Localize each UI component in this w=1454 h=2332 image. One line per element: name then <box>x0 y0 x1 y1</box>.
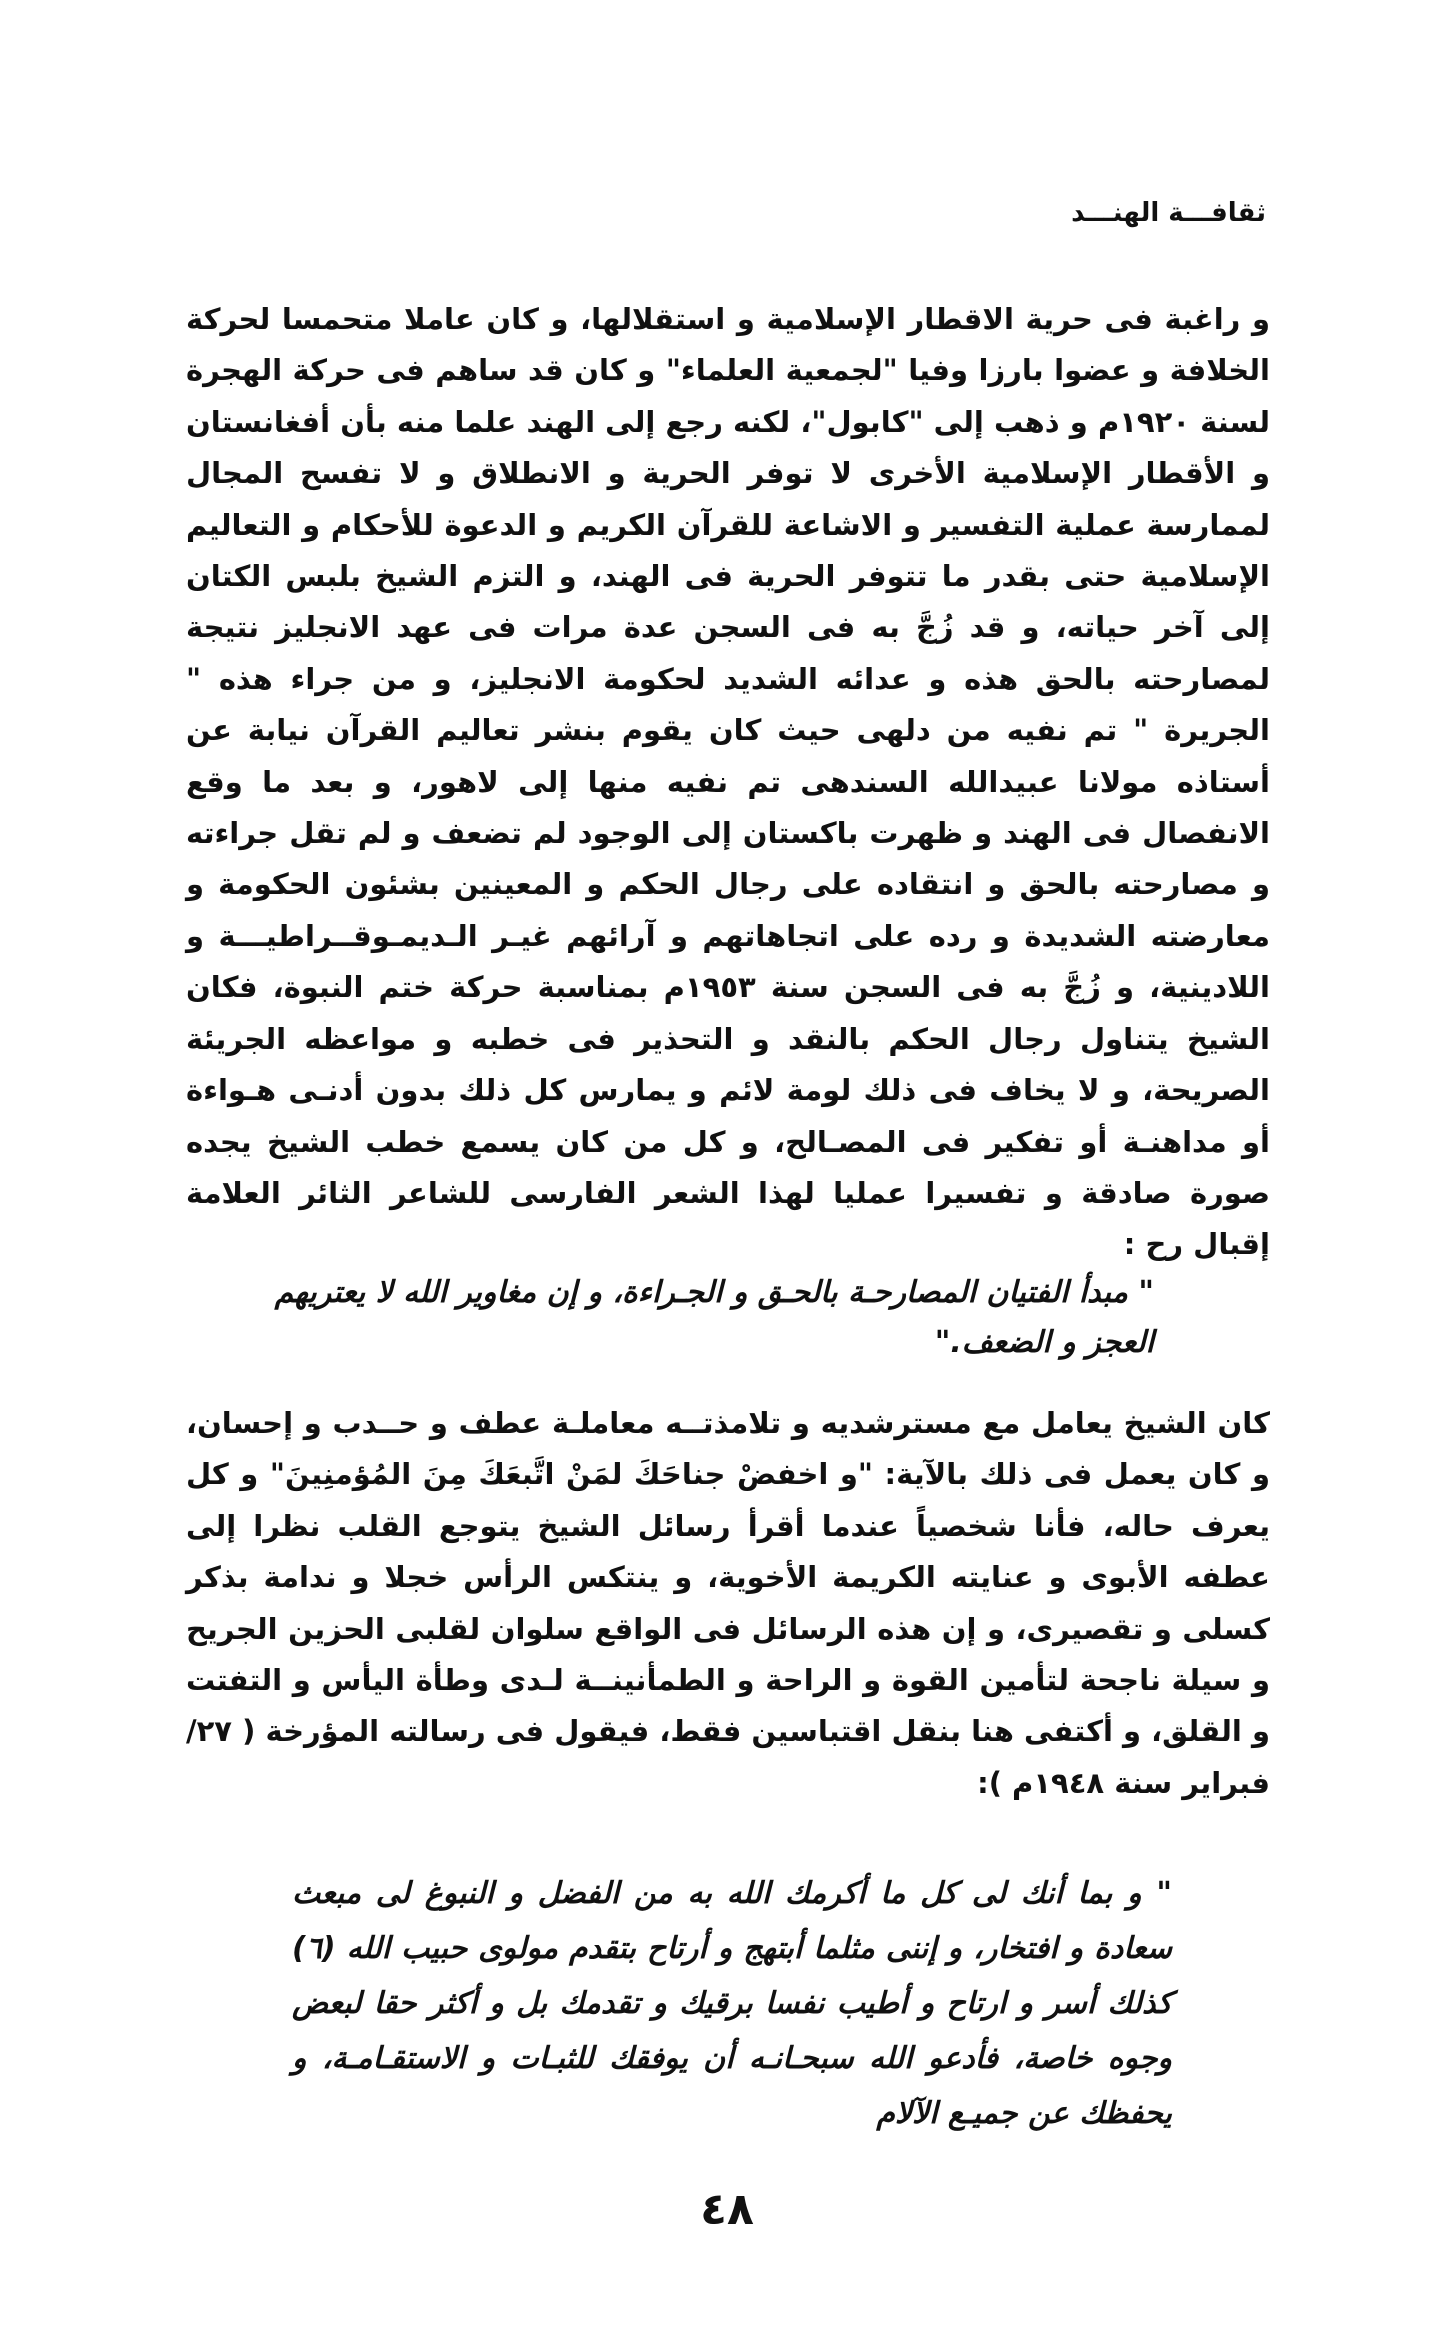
quoted-letter-excerpt: " و بما أنك لى كل ما أكرمك الله به من الفضل و النبوغ لى مبعث سعادة و افتخار، و إننى مثلما أبتهج و أرتاح بتقدم مولوى حبيب الله (٦) كذلك أسر و ارتاح و أطيب نفسا برقيك و تقدمك بل و أكثر حقا لبعض وجوه خاصة، فأدعو الله سبحـانـه أن يوفقك للثبـات و الاستقـامـة، و يحفظك عن جميـع الآلام <box>292 1876 1172 2131</box>
page-number: ٤٨ <box>700 2184 754 2235</box>
quoted-verse-iqbal: " مبدأ الفتيان المصارحـة بالحـق و الجـراءة، و إن مغاوير الله لا يعتريهم العجز و الضعف." <box>274 1275 1154 1360</box>
body-paragraph-2: كان الشيخ يعامل مع مسترشديه و تلامذتــه معاملـة عطف و حــدب و إحسان، و كان يعمل فى ذلك بالآية: "و اخفضْ جناحَكَ لمَنْ اتَّبعَكَ مِنَ المُؤمنِينَ" و كل يعرف حاله، فأنا شخصياً عندما أقرأ رسائل الشيخ يتوجع القلب نظرا إلى عطفه الأبوى و عنايته الكريمة الأخوية، و ينتكس الرأس خجلا و ندامة بذكر كسلى و تقصيرى، و إن هذه الرسائل فى الواقع سلوان لقلبى الحزين الجريح و سيلة ناجحة لتأمين القوة و الراحة و الطمأنينــة لـدى وطأة اليأس و التفتت و القلق، و أكتفى هنا بنقل اقتباسين فقط، فيقول فى رسالته المؤرخة ( ٢٧/فبراير سنة ١٩٤٨م ): <box>186 1406 1270 1800</box>
body-paragraph-1: و راغبة فى حرية الاقطار الإسلامية و استقلالها، و كان عاملا متحمسا لحركة الخلافة و عضوا بارزا وفيا "لجمعية العلماء" و كان قد ساهم فى حركة الهجرة لسنة ١٩٢٠م و ذهب إلى "كابول"، لكنه رجع إلى الهند علما منه بأن أفغانستان و الأقطار الإسلامية الأخرى لا توفر الحرية و الانطلاق و لا تفسح المجال لممارسة عملية التفسير و الاشاعة للقرآن الكريم و الدعوة للأحكام و التعاليم الإسلامية حتى بقدر ما تتوفر الحرية فى الهند، و التزم الشيخ بلبس الكتان إلى آخر حياته، و قد زُجَّ به فى السجن عدة مرات فى عهد الانجليز نتيجة لمصارحته بالحق هذه و عدائه الشديد لحكومة الانجليز، و من جراء هذه " الجريرة " تم نفيه من دلهى حيث كان يقوم بنشر تعاليم القرآن نيابة عن أستاذه مولانا عبيدالله السندهى تم نفيه منها إلى لاهور، و بعد ما وقع الانفصال فى الهند و ظهرت باكستان إلى الوجود لم تضعف و لم تقل جراءته و مصارحته بالحق و انتقاده على رجال الحكم و المعينين بشئون الحكومة و معارضته الشديدة و رده على اتجاهاتهم و آرائهم غيـر الـديمـوقــراطيـــة و اللادينية، و زُجَّ به فى السجن سنة ١٩٥٣م بمناسبة حركة ختم النبوة، فكان الشيخ يتناول رجال الحكم بالنقد و التحذير فى خطبه و مواعظه الجريئة الصريحة، و لا يخاف فى ذلك لومة لائم و يمارس كل ذلك بدون أدنـى هـواءة أو مداهنـة أو تفكير فى المصـالح، و كل من كان يسمع خطب الشيخ يجده صورة صادقة و تفسيرا عمليا لهذا الشعر الفارسى للشاعر الثائر العلامة إقبال رح : <box>186 302 1271 1262</box>
running-header-title: ثقافـــة الهنـــد <box>1071 198 1266 228</box>
